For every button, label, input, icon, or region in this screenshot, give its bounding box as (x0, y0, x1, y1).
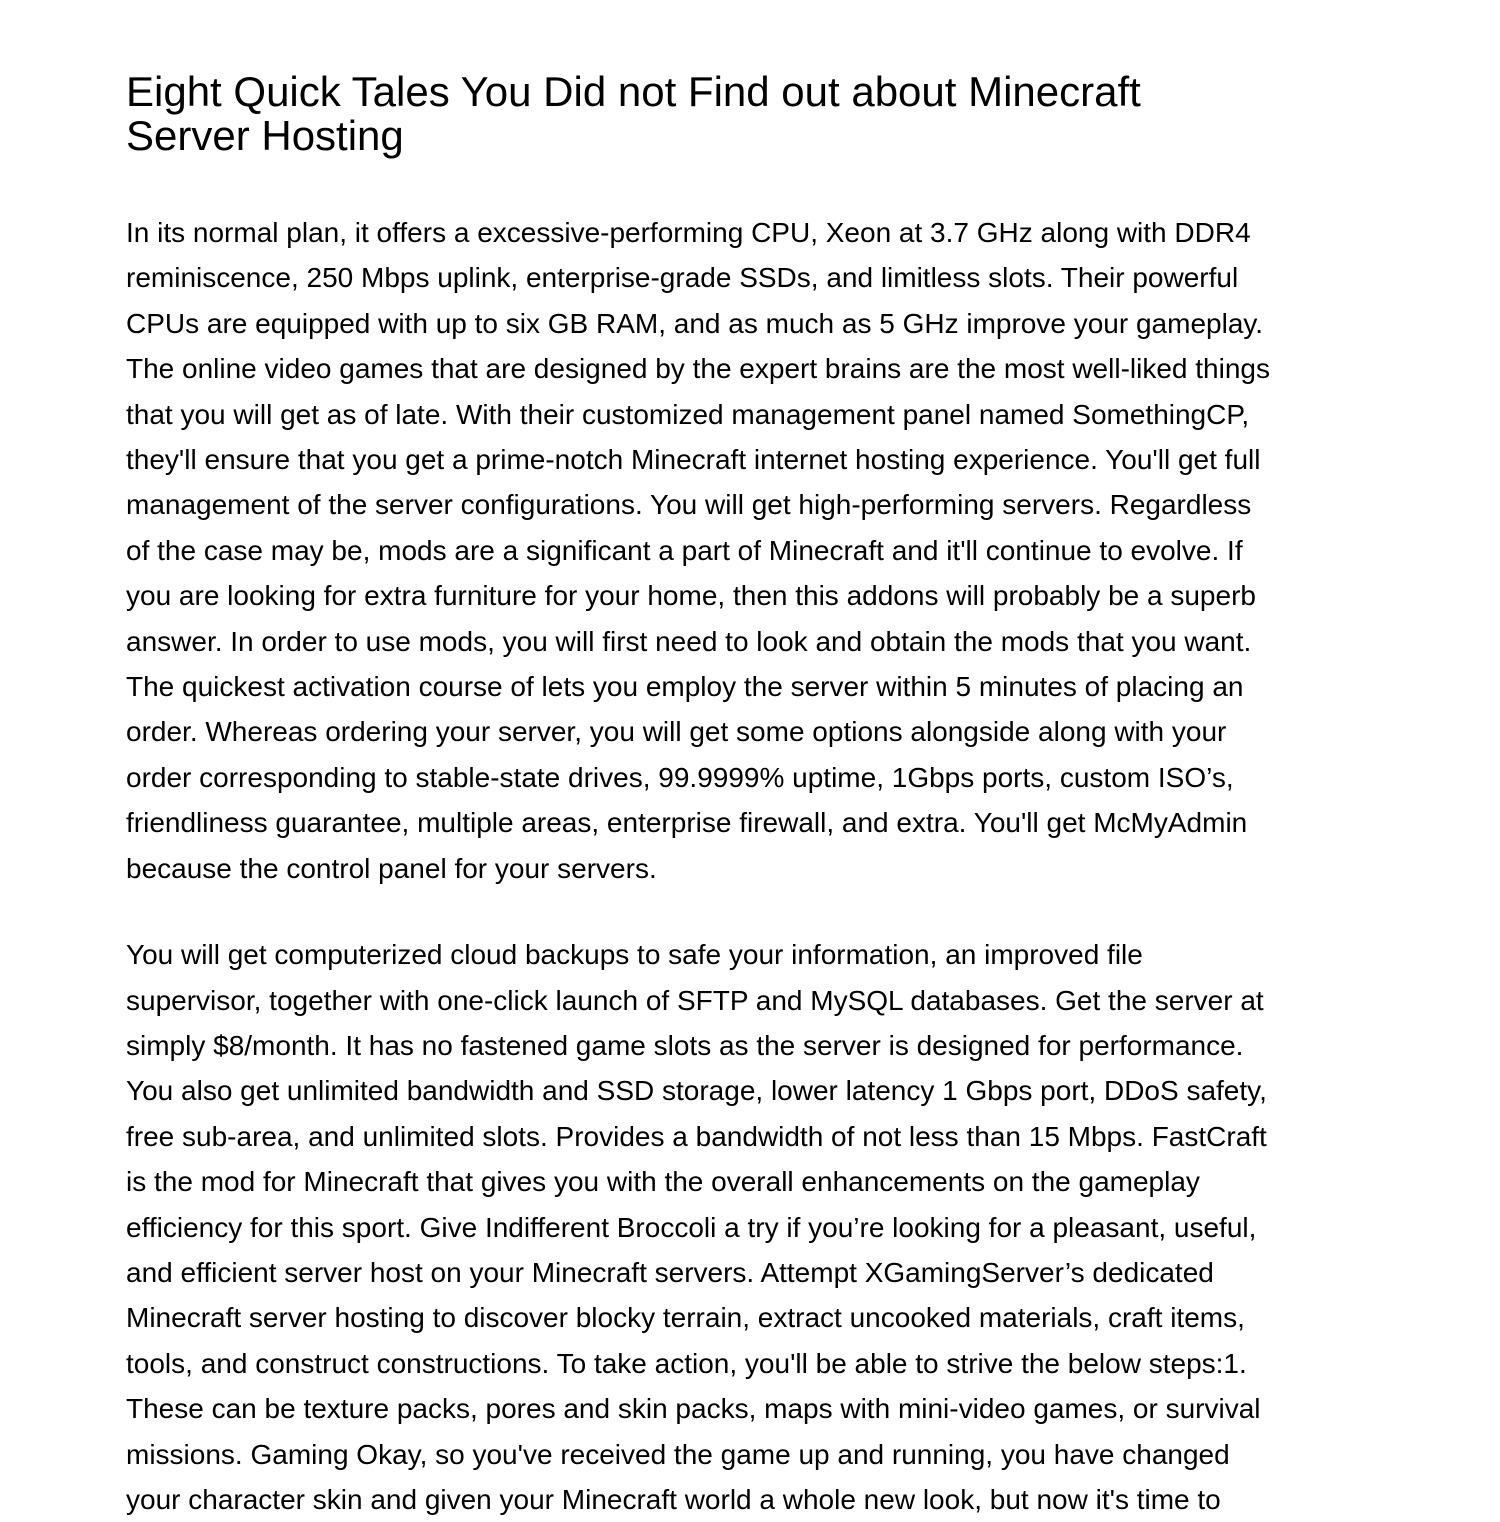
text-line: reminiscence, 250 Mbps uplink, enterprise-grade SSDs, and limitless slots. Their powerful (126, 262, 1239, 294)
text-line: You also get unlimited bandwidth and SSD storage, lower latency 1 Gbps port, DDoS safety, (126, 1075, 1267, 1107)
paragraph-1 (126, 210, 1376, 891)
text-line: and efficient server host on your Minecraft servers. Attempt XGamingServer’s dedicated (126, 1256, 1214, 1288)
text-line: These can be texture packs, pores and skin packs, maps with mini-video games, or survival (126, 1393, 1261, 1425)
text-line: friendliness guarantee, multiple areas, enterprise firewall, and extra. You'll get McMyAdmin (126, 807, 1248, 839)
text-line: is the mod for Minecraft that gives you with the overall enhancements on the gameplay (126, 1166, 1200, 1198)
text-line: free sub-area, and unlimited slots. Provides a bandwidth of not less than 15 Mbps. FastCraft (126, 1120, 1267, 1152)
text-line: of the case may be, mods are a significant a part of Minecraft and it'll continue to evolve. If (126, 534, 1243, 566)
document-page (126, 70, 1376, 1522)
text-line: management of the server configurations. You will get high-performing servers. Regardless (126, 489, 1252, 521)
text-line: supervisor, together with one-click launch of SFTP and MySQL databases. Get the server at (126, 984, 1264, 1016)
document-title (126, 70, 1376, 158)
title-line: Eight Quick Tales You Did not Find out about Minecraft (126, 68, 1141, 115)
paragraph-2 (126, 932, 1376, 1522)
text-line: your character skin and given your Minecraft world a whole new look, but now it's time to (126, 1483, 1221, 1515)
text-line: Minecraft server hosting to discover blocky terrain, extract uncooked materials, craft items, (126, 1302, 1245, 1334)
text-line: order corresponding to stable-state drives, 99.9999% uptime, 1Gbps ports, custom ISO’s, (126, 761, 1234, 793)
text-line: The online video games that are designed by the expert brains are the most well-liked things (126, 353, 1270, 385)
text-line: order. Whereas ordering your server, you will get some options alongside along with your (126, 716, 1227, 748)
text-line: they'll ensure that you get a prime-notch Minecraft internet hosting experience. You'll get full (126, 444, 1261, 476)
text-line: answer. In order to use mods, you will first need to look and obtain the mods that you want. (126, 625, 1252, 657)
text-line: CPUs are equipped with up to six GB RAM, and as much as 5 GHz improve your gameplay. (126, 307, 1264, 339)
text-line: The quickest activation course of lets you employ the server within 5 minutes of placing an (126, 671, 1244, 703)
text-line: you are looking for extra furniture for your home, then this addons will probably be a superb (126, 580, 1256, 612)
text-line: that you will get as of late. With their customized management panel named SomethingCP, (126, 398, 1250, 430)
text-line: missions. Gaming Okay, so you've received the game up and running, you have changed (126, 1438, 1230, 1470)
title-line: Server Hosting (126, 112, 404, 159)
text-line: simply $8/month. It has no fastened game slots as the server is designed for performance. (126, 1029, 1244, 1061)
text-line: tools, and construct constructions. To take action, you'll be able to strive the below steps:1. (126, 1347, 1247, 1379)
text-line: efficiency for this sport. Give Indifferent Broccoli a try if you’re looking for a pleasant, useful, (126, 1211, 1257, 1243)
text-line: because the control panel for your servers. (126, 852, 657, 884)
text-line: In its normal plan, it offers a excessive-performing CPU, Xeon at 3.7 GHz along with DDR4 (126, 217, 1251, 248)
text-line: You will get computerized cloud backups to safe your information, an improved file (126, 939, 1143, 971)
